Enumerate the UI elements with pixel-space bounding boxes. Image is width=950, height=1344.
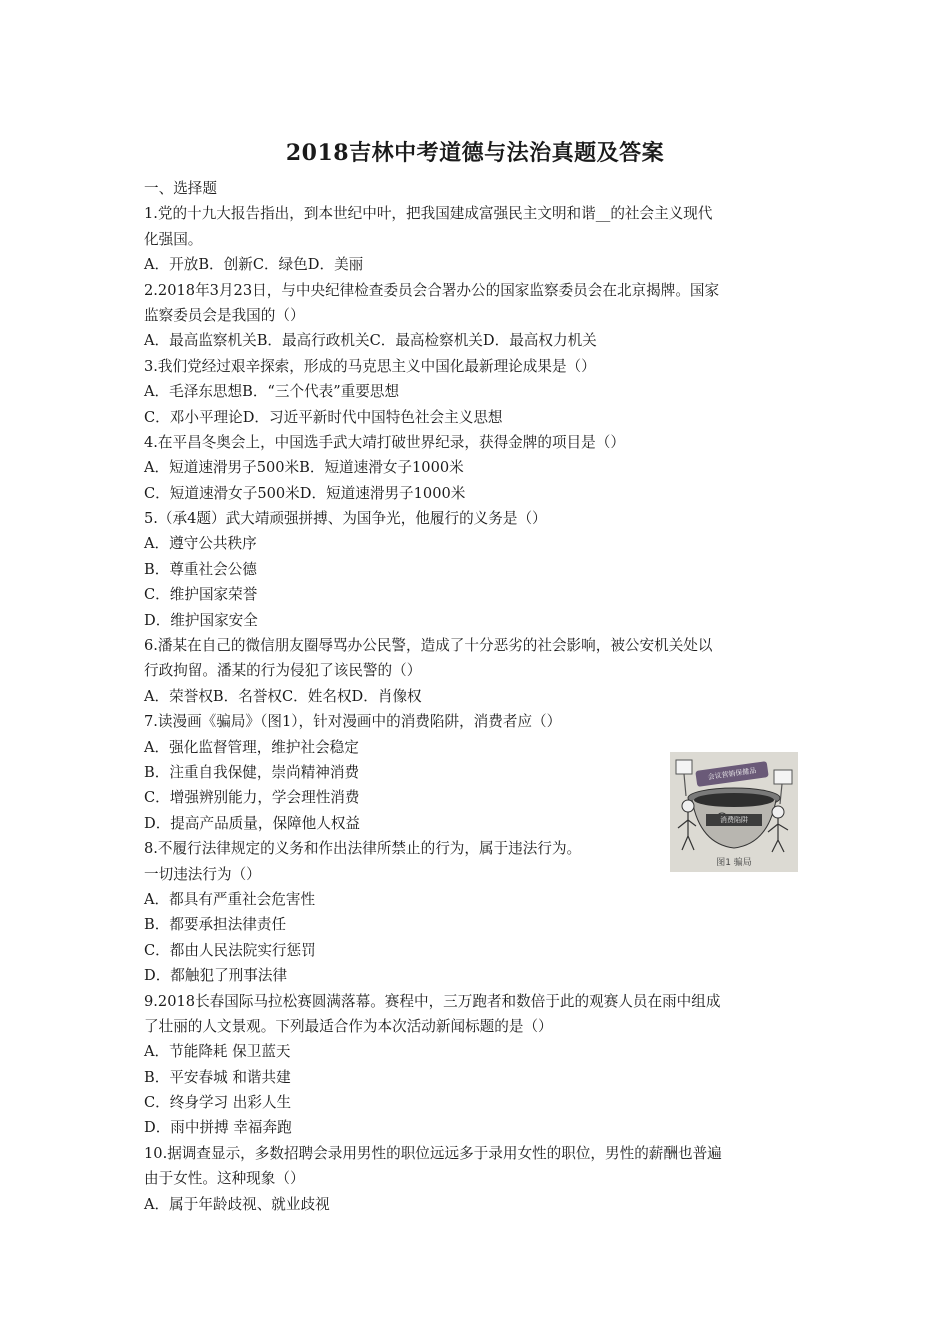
text-line: C．终身学习 出彩人生 xyxy=(144,1094,292,1112)
text-line: C．邓小平理论D．习近平新时代中国特色社会主义思想 xyxy=(144,408,503,426)
text-line: 6.潘某在自己的微信朋友圈辱骂办公民警，造成了十分恶劣的社会影响，被公安机关处以 xyxy=(144,637,713,655)
text-line: 监察委员会是我国的（） xyxy=(144,306,305,324)
text-line: 行政拘留。潘某的行为侵犯了该民警的（） xyxy=(144,662,422,680)
text-line: C．都由人民法院实行惩罚 xyxy=(144,941,316,959)
text-line: A．节能降耗 保卫蓝天 xyxy=(144,1043,291,1061)
text-line: A．属于年龄歧视、就业歧视 xyxy=(144,1195,330,1213)
question-lines xyxy=(144,201,809,1217)
cartoon-banner: 会议营销保健品 xyxy=(695,761,769,787)
text-line: D．提高产品质量，保障他人权益 xyxy=(144,814,361,832)
text-line: 3.我们党经过艰辛探索，形成的马克思主义中国化最新理论成果是（） xyxy=(144,357,596,375)
text-line: 化强国。 xyxy=(144,230,203,248)
text-line: D．都触犯了刑事法律 xyxy=(144,967,288,985)
text-line: A．开放B．创新C．绿色D．美丽 xyxy=(144,256,364,274)
section-heading: 一、选择题 xyxy=(144,180,217,197)
cartoon-figure xyxy=(670,752,798,872)
text-line: B．都要承担法律责任 xyxy=(144,916,287,934)
text-line: A．最高监察机关B．最高行政机关C．最高检察机关D．最高权力机关 xyxy=(144,332,597,350)
text-line: A．毛泽东思想B．“三个代表”重要思想 xyxy=(144,383,400,401)
question-body xyxy=(144,176,809,1217)
text-line: C．短道速滑女子500米D．短道速滑男子1000米 xyxy=(144,484,466,502)
text-line: C．维护国家荣誉 xyxy=(144,586,258,604)
text-line: 5.（承4题）武大靖顽强拼搏、为国争光，他履行的义务是（） xyxy=(144,510,547,528)
text-line: B．注重自我保健，崇尚精神消费 xyxy=(144,763,360,781)
text-line: B．尊重社会公德 xyxy=(144,560,257,578)
text-line: 7.读漫画《骗局》（图1），针对漫画中的消费陷阱，消费者应（） xyxy=(144,713,562,731)
text-line: A．遵守公共秩序 xyxy=(144,535,257,553)
text-line: 9.2018长春国际马拉松赛圆满落幕。赛程中，三万跑者和数倍于此的观赛人员在雨中组成 xyxy=(144,992,721,1010)
text-line: D．维护国家安全 xyxy=(144,611,258,629)
text-line: A．短道速滑男子500米B．短道速滑女子1000米 xyxy=(144,459,464,477)
text-line: B．平安春城 和谐共建 xyxy=(144,1068,291,1086)
text-line: 由于女性。这种现象（） xyxy=(144,1170,305,1188)
figure-caption: 图1 骗局 xyxy=(716,858,752,868)
text-line: C．增强辨别能力，学会理性消费 xyxy=(144,789,360,807)
text-line: 2.2018年3月23日，与中央纪律检查委员会合署办公的国家监察委员会在北京揭牌。国家 xyxy=(144,281,720,299)
cartoon-trap-label: 消费陷阱 xyxy=(706,814,762,826)
text-line: 4.在平昌冬奥会上，中国选手武大靖打破世界纪录，获得金牌的项目是（） xyxy=(144,433,625,451)
text-line: A．强化监督管理，维护社会稳定 xyxy=(144,738,359,756)
text-line: A．荣誉权B．名誉权C．姓名权D．肖像权 xyxy=(144,687,422,705)
text-line: 1.党的十九大报告指出，到本世纪中叶，把我国建成富强民主文明和谐__的社会主义现代 xyxy=(144,205,713,223)
text-line: D．雨中拼搏 幸福奔跑 xyxy=(144,1119,292,1137)
text-line: 一切违法行为（） xyxy=(144,865,261,883)
page-title: 2018吉林中考道德与法治真题及答案 xyxy=(285,140,665,166)
text-line: 10.据调查显示，多数招聘会录用男性的职位远远多于录用女性的职位，男性的薪酬也普遍 xyxy=(144,1144,722,1162)
text-line: 8.不履行法律规定的义务和作出法律所禁止的行为，属于违法行为。 xyxy=(144,840,582,858)
text-line: 了壮丽的人文景观。下列最适合作为本次活动新闻标题的是（） xyxy=(144,1017,553,1035)
text-line: A．都具有严重社会危害性 xyxy=(144,890,316,908)
